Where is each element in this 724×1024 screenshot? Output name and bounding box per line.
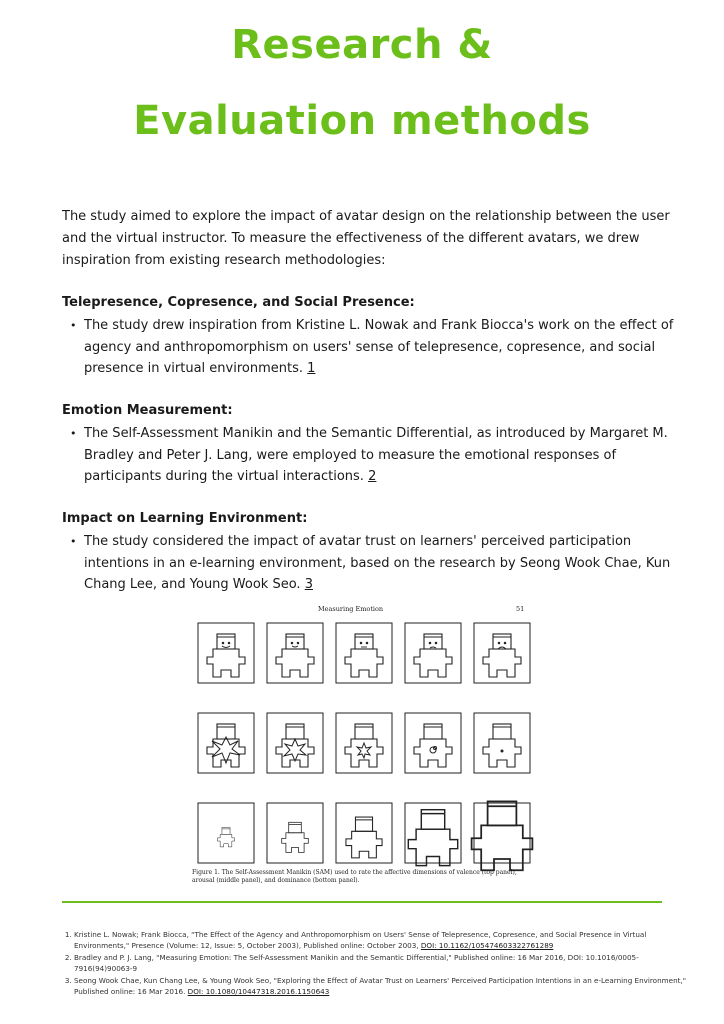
reference-link-2[interactable]: 2 xyxy=(368,469,377,484)
sam-manikin-grid xyxy=(192,617,534,879)
figure-caption: Figure 1. The Self-Assessment Manikin (SAM) used to rate the affective dimensions of valence (top panel), arousal (middle panel), and dominance (bottom panel). xyxy=(192,869,517,884)
valence-row xyxy=(198,623,530,683)
reference-link-1[interactable]: 1 xyxy=(307,361,316,376)
footnote-item xyxy=(74,975,694,997)
footnote-doi-link[interactable]: DOI: 10.1162/105474603322761289 xyxy=(420,941,554,950)
page-title-line-1: Research & xyxy=(231,22,493,68)
footnote-text: Bradley and P. J. Lang, "Measuring Emotion: The Self-Assessment Manikin and the Semantic Differential," Published online: 16 Mar 2016, DOI: 10.1016/0005-7916(94)90063-9 xyxy=(74,953,639,973)
footnote-divider xyxy=(62,901,662,903)
section-heading-emotion: Emotion Measurement: xyxy=(62,403,233,418)
dominance-row xyxy=(198,801,532,870)
footnote-text: Kristine L. Nowak; Frank Biocca, "The Effect of the Agency and Anthropomorphism on Users' Sense of Telepresence, Copresence, and Social Presence in Virtual Environments," Presence (Volume: 12, Issue: 5, October 2003), Published online: October 2003, xyxy=(74,930,647,950)
figure-page-number: 51 xyxy=(516,605,525,613)
sam-figure xyxy=(192,605,534,889)
bullet-presence xyxy=(84,315,674,380)
bullet-emotion xyxy=(84,423,674,488)
footnote-item xyxy=(74,952,694,974)
footnote-item xyxy=(74,929,694,951)
bullet-text: The study considered the impact of avatar trust on learners' perceived participation intentions in an e-learning environment, based on the research by Seong Wook Chae, Kun Chang Lee, and Young Wook Seo. xyxy=(84,534,671,592)
section-heading-learning: Impact on Learning Environment: xyxy=(62,511,308,526)
page-title-line-2: Evaluation methods xyxy=(133,98,591,144)
intro-paragraph: The study aimed to explore the impact of avatar design on the relationship between the user and the virtual instructor. To measure the effectiveness of the different avatars, we drew inspiration from existing research methodologies: xyxy=(62,209,670,268)
footnote-doi-link[interactable]: DOI: 10.1080/10447318.2016.1150643 xyxy=(187,987,330,996)
bullet-text: The study drew inspiration from Kristine L. Nowak and Frank Biocca's work on the effect of agency and anthropomorphism on users' sense of telepresence, copresence, and social presence in virtual environments. xyxy=(84,318,674,376)
footnote-text: Seong Wook Chae, Kun Chang Lee, & Young Wook Seo, "Exploring the Effect of Avatar Trust on Learners' Perceived Participation Intentions in an e-Learning Environment," Published online: 16 Mar 2016. xyxy=(74,976,687,996)
footnote-list xyxy=(62,929,694,998)
arousal-row xyxy=(198,713,530,773)
reference-link-3[interactable]: 3 xyxy=(304,577,313,592)
section-heading-presence: Telepresence, Copresence, and Social Presence: xyxy=(62,295,415,310)
bullet-text: The Self-Assessment Manikin and the Semantic Differential, as introduced by Margaret M. Bradley and Peter J. Lang, were employed to measure the emotional responses of participants during the virtual interactions. xyxy=(84,426,668,484)
bullet-learning xyxy=(84,531,674,596)
figure-header-title: Measuring Emotion xyxy=(318,605,384,613)
